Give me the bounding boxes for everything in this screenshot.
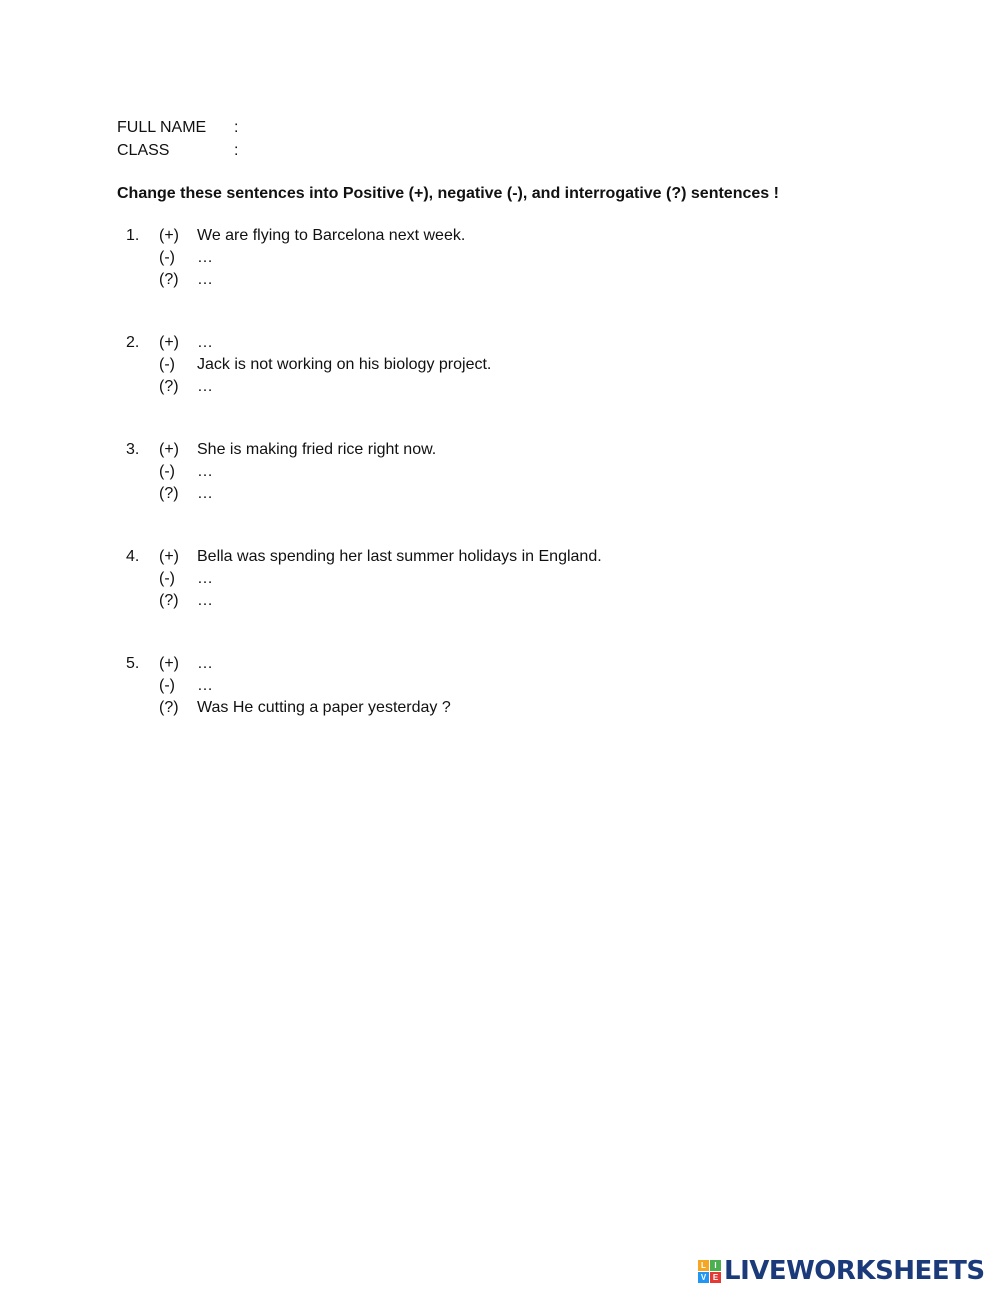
positive-mark: (+) xyxy=(159,655,179,672)
answer-blank[interactable]: … xyxy=(197,485,213,502)
positive-line xyxy=(0,653,900,675)
item-number: 3. xyxy=(126,441,140,458)
negative-line xyxy=(0,354,900,376)
sentence-text: Jack is not working on his biology project. xyxy=(197,356,492,373)
item-number: 4. xyxy=(126,548,140,565)
positive-mark: (+) xyxy=(159,441,179,458)
item-number: 1. xyxy=(126,227,140,244)
logo-block: V xyxy=(698,1272,709,1283)
interrogative-line xyxy=(0,269,900,291)
sentence-text: She is making fried rice right now. xyxy=(197,441,437,458)
logo-block: L xyxy=(698,1260,709,1271)
class-colon: : xyxy=(234,142,239,159)
positive-mark: (+) xyxy=(159,227,179,244)
interrogative-mark: (?) xyxy=(159,699,179,716)
negative-mark: (-) xyxy=(159,463,175,480)
positive-mark: (+) xyxy=(159,334,179,351)
logo-block: E xyxy=(710,1272,721,1283)
positive-line xyxy=(0,439,900,461)
answer-blank[interactable]: … xyxy=(197,655,213,672)
answer-blank[interactable]: … xyxy=(197,334,213,351)
item-number: 2. xyxy=(126,334,140,351)
negative-mark: (-) xyxy=(159,570,175,587)
logo-blocks-icon xyxy=(698,1260,721,1283)
sentence-text: We are flying to Barcelona next week. xyxy=(197,227,466,244)
answer-blank[interactable]: … xyxy=(197,570,213,587)
interrogative-line xyxy=(0,483,900,505)
negative-line xyxy=(0,568,900,590)
item-number: 5. xyxy=(126,655,140,672)
answer-blank[interactable]: … xyxy=(197,378,213,395)
positive-mark: (+) xyxy=(159,548,179,565)
negative-mark: (-) xyxy=(159,249,175,266)
interrogative-mark: (?) xyxy=(159,271,179,288)
positive-line xyxy=(0,332,900,354)
logo-text: LIVEWORKSHEETS xyxy=(724,1256,985,1286)
full-name-colon: : xyxy=(234,119,239,136)
answer-blank[interactable]: … xyxy=(197,592,213,609)
negative-line xyxy=(0,675,900,697)
logo-block: I xyxy=(710,1260,721,1271)
liveworksheets-logo xyxy=(698,1256,985,1286)
negative-mark: (-) xyxy=(159,677,175,694)
instruction-text: Change these sentences into Positive (+), negative (-), and interrogative (?) sentences ! xyxy=(117,185,779,202)
answer-blank[interactable]: … xyxy=(197,677,213,694)
sentence-text: Bella was spending her last summer holidays in England. xyxy=(197,548,602,565)
answer-blank[interactable]: … xyxy=(197,463,213,480)
interrogative-line xyxy=(0,376,900,398)
answer-blank[interactable]: … xyxy=(197,271,213,288)
interrogative-line xyxy=(0,697,900,719)
positive-line xyxy=(0,225,900,247)
class-label: CLASS xyxy=(117,142,170,159)
full-name-label: FULL NAME xyxy=(117,119,207,136)
answer-blank[interactable]: … xyxy=(197,249,213,266)
negative-mark: (-) xyxy=(159,356,175,373)
positive-line xyxy=(0,546,900,568)
interrogative-mark: (?) xyxy=(159,592,179,609)
sentence-text: Was He cutting a paper yesterday ? xyxy=(197,699,451,716)
interrogative-mark: (?) xyxy=(159,485,179,502)
negative-line xyxy=(0,461,900,483)
interrogative-line xyxy=(0,590,900,612)
interrogative-mark: (?) xyxy=(159,378,179,395)
negative-line xyxy=(0,247,900,269)
